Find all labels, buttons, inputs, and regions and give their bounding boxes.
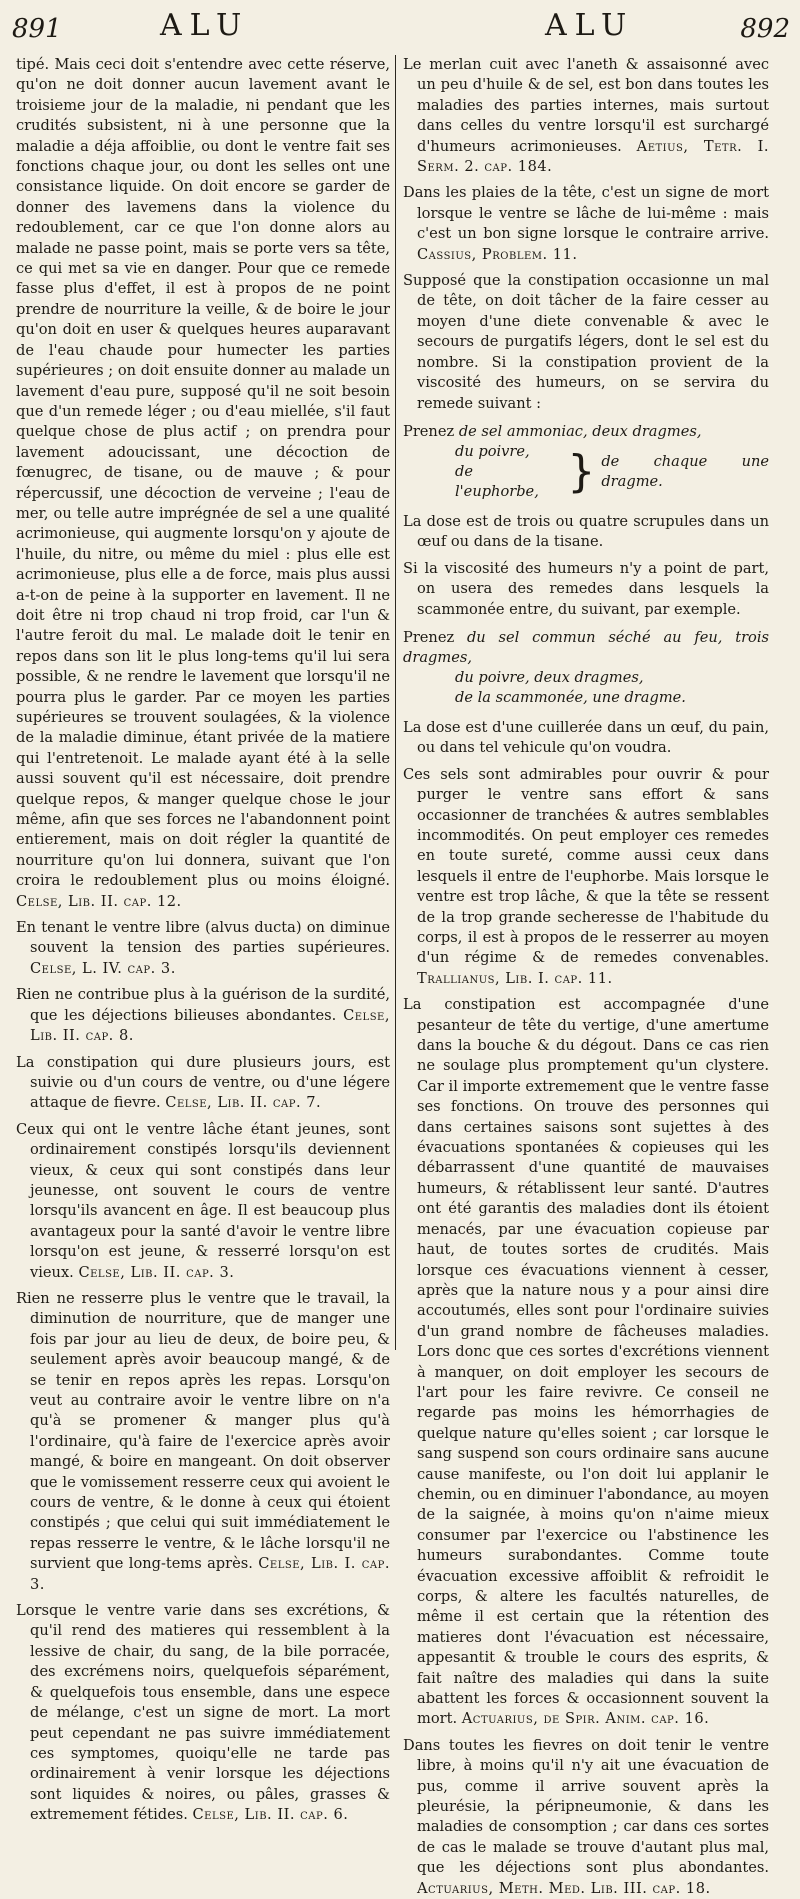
paragraph: La dose est de trois ou quatre scrupules dans un œuf ou dans de la tisane. <box>403 512 769 551</box>
recipe-line: du poivre, <box>455 442 530 460</box>
paragraph: Si la viscosité des humeurs n'y a point de part, on usera des remedes dans lesquels la scammonée entre, du suivant, par exemple. <box>403 559 769 618</box>
citation: Cassius, Problem. 11. <box>417 245 578 263</box>
recipe-line: du sel commun séché au feu, trois dragmes, <box>403 628 769 666</box>
page-number-right: 892 <box>740 14 790 44</box>
citation: Actuarius, Meth. Med. Lib. III. cap. 18. <box>417 1879 711 1897</box>
column-divider <box>395 55 396 1350</box>
citation: Celse, Lib. II. cap. 6. <box>192 1806 349 1824</box>
citation: Celse, Lib. II. cap. 7. <box>165 1094 322 1112</box>
citation: Celse, Lib. II. cap. 12. <box>16 892 182 910</box>
paragraph: Dans toutes les fievres on doit tenir le ventre libre, à moins qu'il n'y ait une évacuation de pus, comme il arrive souvent après la pleurésie, la péripneumonie, & dans les maladies de consomption ; car dans ces sortes de cas le malade se trouve d'autant plus mal, que les déjections sont plus abondantes. Actuarius, Meth. Med. Lib. III. cap. 18. <box>403 1736 769 1897</box>
paragraph: La constipation qui dure plusieurs jours, est suivie ou d'un cours de ventre, ou d'une légere attaque de fievre. Celse, Lib. II. cap. 7. <box>16 1053 390 1112</box>
paragraph: La constipation est accompagnée d'une pesanteur de tête du vertige, d'une amertume dans la bouche & du dégout. Dans ce cas rien ne soulage plus promptement qu'un clystere. Car il importe extremement que le ventre fasse ses fonctions. On trouve des personnes qui dans certaines saisons sont sujettes à des évacuations spontanées & copieuses qui les débarrassent d'une quantité de mauvaises humeurs, & rétablissent leur santé. D'autres ont été garantis des maladies dont ils étoient menacés, par une évacuation copieuse par haut, de toutes sortes de crudités. Mais lorsque ces évacuations viennent à cesser, après que la nature nous y a pour ainsi dire accoutumés, elles sont pour l'ordinaire suivies d'un grand nombre de fâcheuses maladies. Lors donc que ces sortes d'excrétions viennent à manquer, on doit employer les secours de l'art pour les faire revivre. Ce conseil ne regarde pas moins les hémorrhagies de quelque nature qu'elles soient ; car lorsque le sang suspend son cours ordinaire sans aucune cause manifeste, ou l'on doit lui applanir le chemin, ou en diminuer l'abondance, au moyen de la saignée, à moins qu'on n'aime mieux consumer par l'exercice ou l'abstinence les humeurs surabondantes. Comme toute évacuation excessive affoiblit & refroidit le corps, & altere les facultés naturelles, de même il est certain que la rétention des matieres dont l'évacuation est nécessaire, appesantit & trouble le cours des esprits, & fait naître des maladies qui dans la suite abattent les forces & occasionnent souvent la mort. Actuarius, de Spir. Anim. cap. 16. <box>403 996 769 1728</box>
paragraph: La dose est d'une cuillerée dans un œuf, du pain, ou dans tel vehicule qu'on voudra. <box>403 718 769 757</box>
paragraph: Rien ne contribue plus à la guérison de la surdité, que les déjections bilieuses abondantes. Celse, Lib. II. cap. 8. <box>16 986 390 1045</box>
recipe-side-note: de chaque une dragme. <box>601 452 769 490</box>
citation: Actuarius, de Spir. Anim. cap. 16. <box>461 1710 710 1728</box>
citation: Aetius, Tetr. I. Serm. 2. cap. 184. <box>417 137 769 176</box>
paragraph: Ces sels sont admirables pour ouvrir & pour purger le ventre sans effort & sans occasionner de tranchées & autres semblables incommodités. On peut employer ces remedes en toute sureté, comme aussi ceux dans lesquels il entre de l'euphorbe. Mais lorsque le ventre est trop lâche, & que la tête se ressent de la trop grande secheresse de l'habitude du corps, il est à propos de le resserrer au moyen d'un régime & de remedes convenables. Trallianus, Lib. I. cap. 11. <box>403 765 769 987</box>
paragraph: Ceux qui ont le ventre lâche étant jeunes, sont ordinairement constipés lorsqu'ils deviennent vieux, & ceux qui sont constipés dans leur jeunesse, ont souvent le cours de ventre lorsqu'ils avancent en âge. Il est beaucoup plus avantageux pour la santé d'avoir le ventre libre lorsqu'on est jeune, & resserré lorsqu'on est vieux. Celse, Lib. II. cap. 3. <box>16 1120 390 1281</box>
recipe-lead: Prenez <box>403 628 455 646</box>
citation: Celse, Lib. I. cap. 3. <box>30 1555 390 1593</box>
recipe-1 <box>403 422 769 502</box>
right-column <box>403 55 769 1897</box>
recipe-line: de sel ammoniac, deux dragmes, <box>458 422 702 440</box>
paragraph: Dans les plaies de la tête, c'est un signe de mort lorsque le ventre se lâche de lui-même : mais c'est un bon signe lorsque le contraire arrive. Cassius, Problem. 11. <box>403 184 769 263</box>
recipe-line: de l'euphorbe, <box>455 462 539 500</box>
paragraph: En tenant le ventre libre (alvus ducta) on diminue souvent la tension des parties supérieures. Celse, L. IV. cap. 3. <box>16 919 390 977</box>
running-head-right: ALU <box>545 8 635 43</box>
paragraph: Rien ne resserre plus le ventre que le travail, la diminution de nourriture, que de manger une fois par jour au lieu de deux, de boire peu, & seulement après avoir beaucoup mangé, & de se tenir en repos après les repas. Lorsqu'on veut au contraire avoir le ventre libre on n'a qu'à se promener & manger plus qu'à l'ordinaire, qu'à faire de l'exercice après avoir mangé, & boire en mangeant. On doit observer que le vomissement resserre ceux qui avoient le cours de ventre, & le donne à ceux qui étoient constipés ; que celui qui suit immédiatement le repas resserre le ventre, & le lâche lorsqu'il ne survient que long-tems après. Celse, Lib. I. cap. 3. <box>16 1289 390 1593</box>
paragraph: Supposé que la constipation occasionne un mal de tête, on doit tâcher de la faire cesser au moyen d'une diete convenable & avec le secours de purgatifs légers, dont le sel est du nombre. Si la constipation provient de la viscosité des humeurs, on se servira du remede suivant : <box>403 272 769 412</box>
recipe-lead: Prenez <box>403 422 455 440</box>
brace-symbol: } <box>567 445 596 497</box>
page-header <box>0 8 800 48</box>
recipe-2 <box>403 628 769 708</box>
citation: Celse, L. IV. cap. 3. <box>30 959 176 977</box>
recipe-line: de la scammonée, une dragme. <box>455 688 686 706</box>
running-head-left: ALU <box>160 8 250 43</box>
page-number-left: 891 <box>12 14 62 44</box>
citation: Trallianus, Lib. I. cap. 11. <box>417 969 613 987</box>
recipe-line: du poivre, deux dragmes, <box>455 668 644 686</box>
citation: Celse, Lib. II. cap. 8. <box>30 1006 390 1045</box>
paragraph: Le merlan cuit avec l'aneth & assaisonné avec un peu d'huile & de sel, est bon dans toutes les maladies des parties internes, mais surtout dans celles du ventre lorsqu'il est surchargé d'humeurs acrimonieuses. Aetius, Tetr. I. Serm. 2. cap. 184. <box>403 56 769 176</box>
citation: Celse, Lib. II. cap. 3. <box>78 1263 235 1281</box>
left-column <box>16 55 390 1824</box>
paragraph: Lorsque le ventre varie dans ses excrétions, & qu'il rend des matieres qui ressemblent à la lessive de chair, du sang, de la bile porracée, des excrémens noirs, quelquefois séparément, & quelquefois tous ensemble, dans une espece de mélange, c'est un signe de mort. La mort peut cependant ne pas suivre immédiatement ces symptomes, quoiqu'elle ne tarde pas ordinairement à venir lorsque les déjections sont liquides & noires, ou pâles, grasses & extremement fétides. Celse, Lib. II. cap. 6. <box>16 1602 390 1824</box>
paragraph: tipé. Mais ceci doit s'entendre avec cette réserve, qu'on ne doit donner aucun lavement avant le troisieme jour de la maladie, ni pendant que les crudités subsistent, ni à une personne que la maladie a déja affoiblie, ou dont le ventre fait ses fonctions chaque jour, ou dont les selles ont une consistance liquide. On doit encore se garder de donner des lavemens dans la violence du redoublement, car ce que l'on donne alors au malade ne passe point, mais se porte vers sa tête, ce qui met sa vie en danger. Pour que ce remede fasse plus d'effet, il est à propos de ne point prendre de nourriture la veille, & de boire le jour qu'on doit en user & quelques heures auparavant de l'eau chaude pour humecter les parties supérieures ; on doit ensuite donner au malade un lavement d'eau pure, supposé qu'il ne soit besoin que d'un remede léger ; ou d'eau miellée, s'il faut quelque chose de plus actif ; on prendra pour lavement adoucissant, une décoction de fœnugrec, de tisane, ou de mauve ; & pour répercussif, une décoction de verveine ; l'eau de mer, ou telle autre imprégnée de sel a une qualité acrimonieuse, qui augmente lorsqu'on y ajoute de l'huile, du nitre, ou même du miel : plus elle est acrimonieuse, plus elle a de force, mais plus aussi a-t-on de peine à la supporter en lavement. Il ne doit être ni trop chaud ni trop froid, car l'un & l'autre feroit du mal. Le malade doit le tenir en repos dans son lit le plus long-tems qu'il lui sera possible, & ne rendre le lavement que lorsqu'il ne pourra plus le garder. Par ce moyen les parties supérieures se trouvent soulagées, & la violence de la maladie diminue, étant privée de la matiere qui l'entretenoit. Le malade ayant été à la selle aussi souvent qu'il est nécessaire, doit prendre quelque repos, & manger quelque chose le jour même, afin que ses forces ne l'abandonnent point entierement, mais on doit régler la quantité de nourriture qu'on lui donnera, suivant que l'on croira le redoublement plus ou moins éloigné. Celse, Lib. II. cap. 12. <box>16 56 390 910</box>
